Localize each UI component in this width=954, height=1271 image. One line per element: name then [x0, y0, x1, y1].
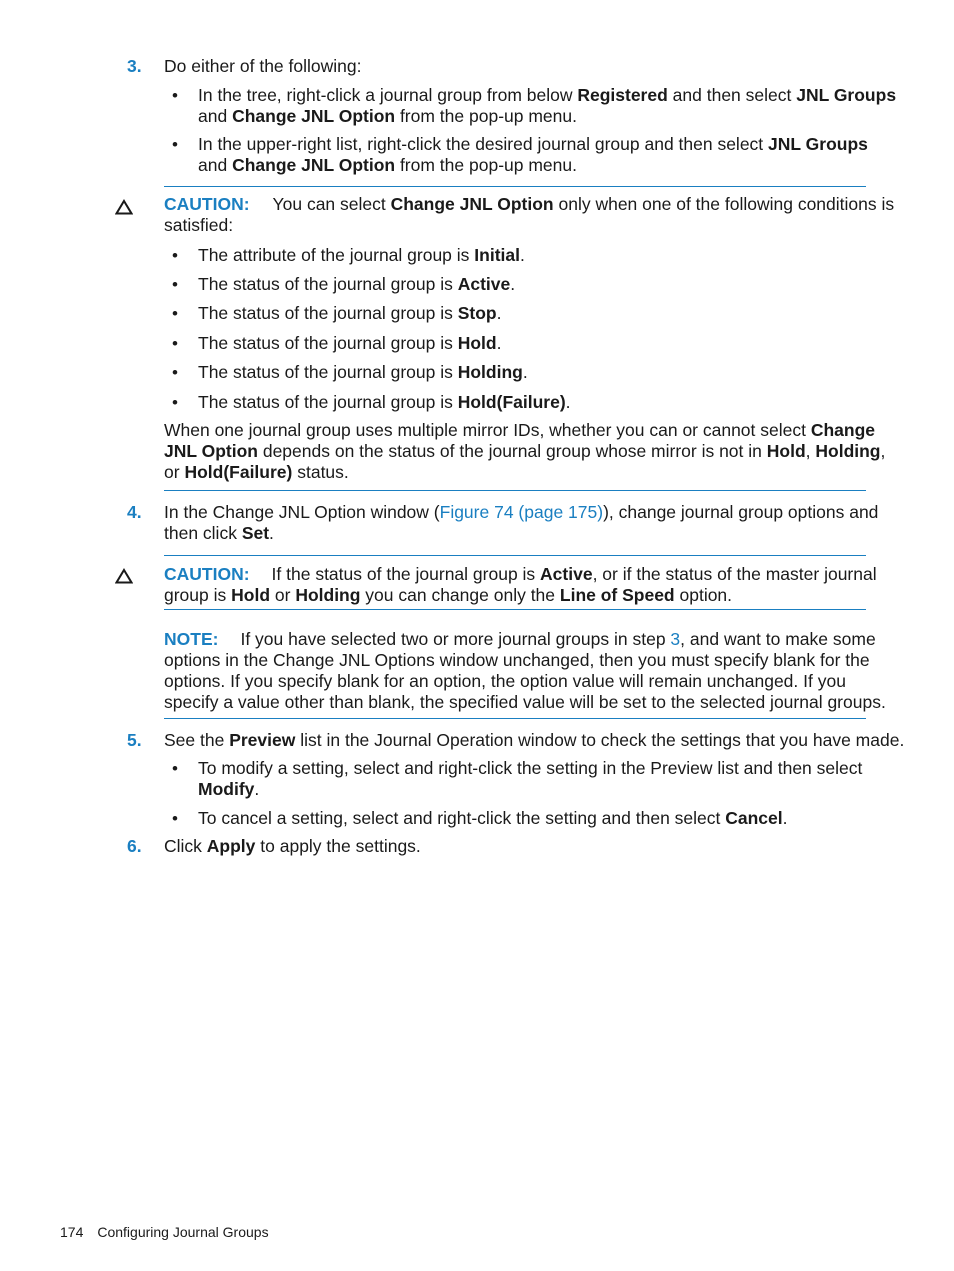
note-text-continued: specify a value other than blank, the specified value will be set to the selected journal groups.	[164, 692, 886, 712]
page-number: 174	[60, 1224, 84, 1240]
list-item-continued: and Change JNL Option from the pop-up menu.	[198, 155, 577, 175]
step-text: Click Apply to apply the settings.	[164, 836, 421, 856]
caution-paragraph-continued: or Hold(Failure) status.	[164, 462, 349, 482]
figure-link[interactable]: Figure 74 (page 175)	[439, 502, 604, 522]
list-item: To cancel a setting, select and right-click the setting and then select Cancel.	[198, 808, 788, 828]
divider	[164, 186, 866, 187]
step-number: 3.	[127, 56, 142, 76]
note-text: NOTE: If you have selected two or more journal groups in step 3, and want to make some	[164, 629, 876, 649]
list-item: The status of the journal group is Hold.	[198, 333, 502, 353]
note-label: NOTE:	[164, 629, 219, 649]
bullet: •	[172, 759, 178, 778]
chapter-title: Configuring Journal Groups	[97, 1224, 269, 1240]
warning-triangle-icon	[115, 568, 133, 584]
list-item: The status of the journal group is Stop.	[198, 303, 502, 323]
caution-label: CAUTION:	[164, 564, 250, 584]
step-text: See the Preview list in the Journal Operation window to check the settings that you have made.	[164, 730, 905, 750]
list-item: In the upper-right list, right-click the desired journal group and then select JNL Groups	[198, 134, 868, 154]
warning-triangle-icon	[115, 199, 133, 215]
divider	[164, 490, 866, 491]
list-item-continued: Modify.	[198, 779, 260, 799]
step-number: 4.	[127, 502, 142, 522]
bullet: •	[172, 363, 178, 382]
caution-text: CAUTION: If the status of the journal group is Active, or if the status of the master journal	[164, 564, 877, 584]
divider	[164, 609, 866, 610]
page-footer	[60, 1224, 269, 1240]
caution-label: CAUTION:	[164, 194, 250, 214]
caution-text-continued: satisfied:	[164, 215, 234, 235]
bullet: •	[172, 275, 178, 294]
divider	[164, 555, 866, 556]
list-item: The status of the journal group is Holding.	[198, 362, 528, 382]
step-text: In the Change JNL Option window (Figure 74 (page 175)), change journal group options and	[164, 502, 879, 522]
list-item: The status of the journal group is Hold(Failure).	[198, 392, 571, 412]
note-text-continued: options. If you specify blank for an option, the option value will remain unchanged. If you	[164, 671, 846, 691]
step-number: 5.	[127, 730, 142, 750]
list-item: To modify a setting, select and right-click the setting in the Preview list and then select	[198, 758, 863, 778]
caution-paragraph: When one journal group uses multiple mirror IDs, whether you can or cannot select Change	[164, 420, 876, 440]
caution-text: CAUTION: You can select Change JNL Option only when one of the following conditions is	[164, 194, 895, 214]
bullet: •	[172, 334, 178, 353]
caution-text-continued: group is Hold or Holding you can change only the Line of Speed option.	[164, 585, 733, 605]
bullet: •	[172, 86, 178, 105]
list-item: The attribute of the journal group is Initial.	[198, 245, 525, 265]
bullet: •	[172, 246, 178, 265]
bullet: •	[172, 393, 178, 412]
list-item: In the tree, right-click a journal group from below Registered and then select JNL Groups	[198, 85, 897, 105]
list-item-continued: and Change JNL Option from the pop-up menu.	[198, 106, 577, 126]
note-text-continued: options in the Change JNL Options window unchanged, then you must specify blank for the	[164, 650, 870, 670]
bullet: •	[172, 304, 178, 323]
bullet: •	[172, 135, 178, 154]
step-link[interactable]: 3	[670, 629, 681, 649]
step-text: Do either of the following:	[164, 56, 362, 76]
step-number: 6.	[127, 836, 142, 856]
list-item: The status of the journal group is Active.	[198, 274, 516, 294]
bullet: •	[172, 809, 178, 828]
caution-paragraph-continued: JNL Option depends on the status of the journal group whose mirror is not in Hold, Holding,	[164, 441, 886, 461]
divider	[164, 718, 866, 719]
step-text-continued: then click Set.	[164, 523, 274, 543]
